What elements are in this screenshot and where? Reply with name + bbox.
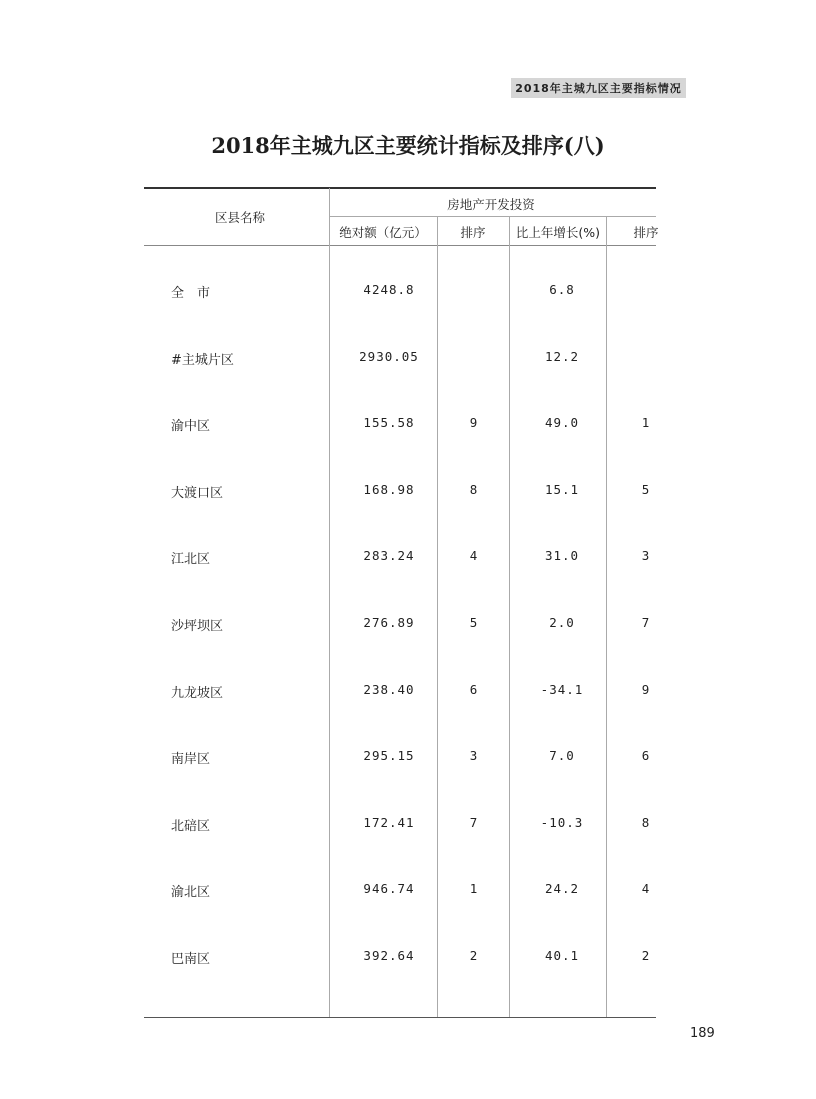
cell-rank1: 4 [469,548,479,563]
table-bottom-rule [144,1017,656,1018]
cell-rank1: 8 [469,482,479,497]
cell-name: 大渡口区 [171,486,224,501]
cell-rank1: 7 [469,815,479,830]
header-bottom-rule [144,245,656,246]
cell-rank2: 6 [641,748,651,763]
column-divider [606,216,607,1017]
cell-rank1: 1 [469,881,479,896]
column-divider [509,216,510,1017]
cell-abs: 2930.05 [359,349,419,364]
cell-rank2: 1 [641,415,651,430]
cell-growth: 12.2 [544,349,580,364]
cell-rank1: 3 [469,748,479,763]
cell-growth: 31.0 [544,548,580,563]
cell-abs: 392.64 [363,948,415,963]
cell-abs: 238.40 [363,682,415,697]
column-header-region: 区县名称 [214,210,266,225]
cell-rank2: 2 [641,948,651,963]
cell-growth: 7.0 [549,748,575,763]
cell-name: 北碚区 [171,819,211,834]
cell-abs: 946.74 [363,881,415,896]
cell-abs: 155.58 [363,415,415,430]
cell-rank2: 9 [641,682,651,697]
cell-abs: 295.15 [363,748,415,763]
page-number: 189 [690,1026,715,1041]
table-top-rule [144,187,656,189]
cell-growth: 2.0 [549,615,575,630]
column-divider [329,188,330,1017]
cell-growth: 49.0 [544,415,580,430]
cell-growth: -10.3 [540,815,584,830]
cell-name: 江北区 [171,552,211,567]
cell-growth: -34.1 [540,682,584,697]
cell-name: 沙坪坝区 [171,619,224,634]
cell-rank1: 6 [469,682,479,697]
cell-rank1: 2 [469,948,479,963]
column-header-rank: 排序 [633,225,659,240]
column-divider [437,216,438,1017]
cell-rank2: 7 [641,615,651,630]
cell-rank2: 8 [641,815,651,830]
cell-name: 九龙坡区 [171,686,224,701]
cell-name: 巴南区 [171,952,211,967]
cell-growth: 40.1 [544,948,580,963]
column-header-rank: 排序 [460,225,486,240]
cell-growth: 6.8 [549,282,575,297]
cell-name: 全 市 [171,286,211,301]
cell-abs: 172.41 [363,815,415,830]
cell-rank2: 4 [641,881,651,896]
cell-name: #主城片区 [171,353,234,368]
running-header: 2018年主城九区主要指标情况 [511,78,686,98]
cell-growth: 24.2 [544,881,580,896]
cell-abs: 276.89 [363,615,415,630]
page-title: 2018年主城九区主要统计指标及排序(八) [211,133,605,158]
cell-rank2: 3 [641,548,651,563]
cell-abs: 283.24 [363,548,415,563]
cell-name: 渝北区 [171,885,211,900]
cell-abs: 168.98 [363,482,415,497]
column-header-growth: 比上年增长(%) [515,225,601,240]
cell-rank2: 5 [641,482,651,497]
column-header-absolute: 绝对额（亿元） [339,225,427,240]
cell-abs: 4248.8 [363,282,415,297]
cell-rank1: 9 [469,415,479,430]
cell-rank1: 5 [469,615,479,630]
group-header-real-estate-investment: 房地产开发投资 [447,197,535,212]
cell-name: 南岸区 [171,752,211,767]
cell-name: 渝中区 [171,419,211,434]
cell-growth: 15.1 [544,482,580,497]
